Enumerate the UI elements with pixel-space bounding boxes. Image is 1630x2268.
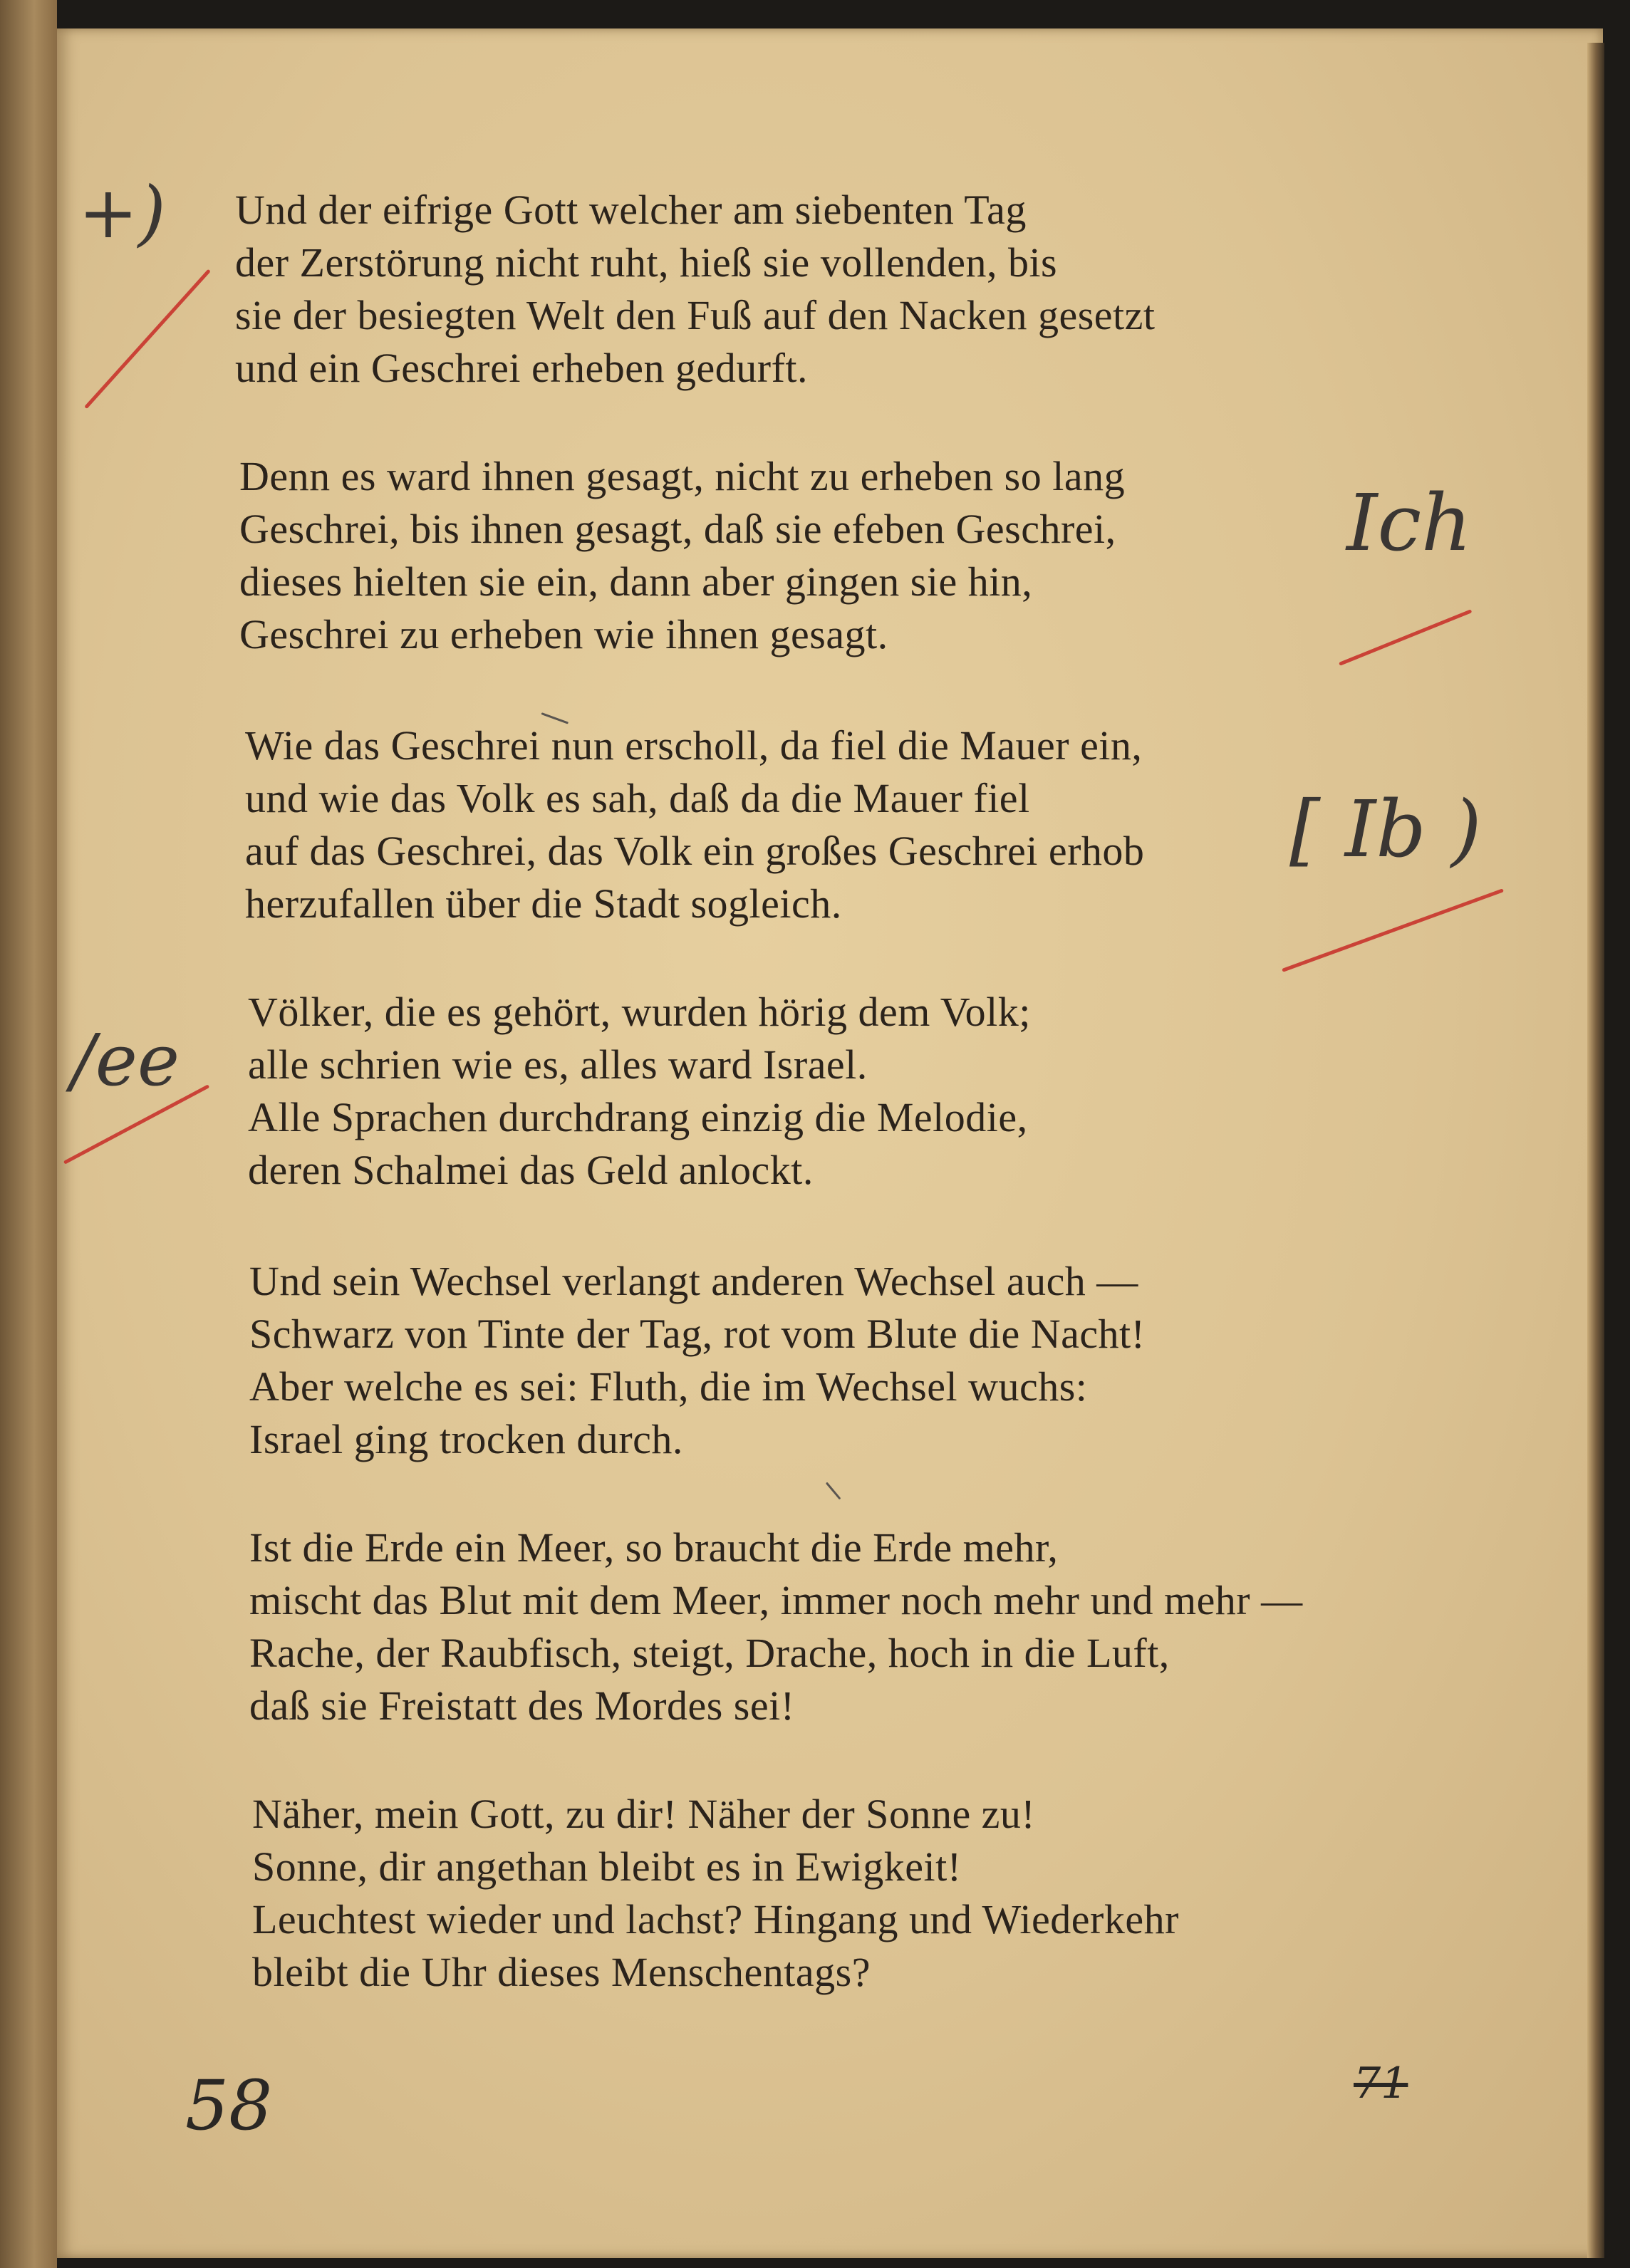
margin-annotation-plus: +) [78,171,166,254]
poem-line: Israel ging trocken durch. [249,1416,683,1462]
poem-line: Schwarz von Tinte der Tag, rot vom Blute die Nacht! [249,1311,1146,1357]
poem-line: dieses hielten sie ein, dann aber gingen sie hin, [239,558,1033,605]
poem-line: bleibt die Uhr dieses Menschentags? [252,1949,871,1995]
poem-line: auf das Geschrei, das Volk ein großes Geschrei erhob [245,828,1145,874]
poem-line: Und der eifrige Gott welcher am siebenten Tag [235,187,1027,233]
poem-line: und ein Geschrei erheben gedurft. [235,345,809,391]
poem-line: Denn es ward ihnen gesagt, nicht zu erheben so lang [239,453,1126,499]
poem-line: Rache, der Raubfisch, steigt, Drache, hoch in die Luft, [249,1630,1170,1676]
poem-line: Völker, die es gehört, wurden hörig dem Volk; [248,989,1031,1035]
printed-page-number-struck: 71 [1354,2059,1408,2108]
poem-line: sie der besiegten Welt den Fuß auf den Nacken gesetzt [235,292,1156,338]
poem-line: Geschrei zu erheben wie ihnen gesagt. [239,611,888,657]
stanza-7 [252,1788,1179,1999]
poem-line: der Zerstörung nicht ruht, hieß sie vollenden, bis [235,239,1058,286]
poem-line: Ist die Erde ein Meer, so braucht die Erde mehr, [249,1524,1059,1571]
poem-line: alle schrien wie es, alles ward Israel. [248,1041,868,1088]
poem-line: Geschrei, bis ihnen gesagt, daß sie efeben Geschrei, [239,506,1116,552]
poem-line: herzufallen über die Stadt sogleich. [245,880,842,927]
poem-line: Leuchtest wieder und lachst? Hingang und Wiederkehr [252,1896,1179,1942]
poem-line: Wie das Geschrei nun erscholl, da fiel die Mauer ein, [245,722,1143,769]
poem-line: Alle Sprachen durchdrang einzig die Melodie, [248,1094,1028,1140]
poem-line: Sonne, dir angethan bleibt es in Ewigkeit! [252,1843,962,1890]
poem-line: Näher, mein Gott, zu dir! Näher der Sonne zu! [252,1791,1036,1837]
stanza-2 [239,450,1125,661]
margin-annotation-ib: [ Ib ) [1289,784,1482,875]
stanza-4 [248,986,1031,1197]
margin-annotation-ich: Ich [1346,477,1472,568]
poem-line: daß sie Freistatt des Mordes sei! [249,1682,795,1729]
stanza-5 [249,1255,1146,1466]
handwritten-page-number: 58 [185,2066,273,2145]
poem-line: und wie das Volk es sah, daß da die Mauer fiel [245,775,1030,821]
stanza-6 [249,1521,1303,1732]
poem-line: Aber welche es sei: Fluth, die im Wechsel wuchs: [249,1363,1088,1410]
stanza-1 [235,184,1155,395]
margin-annotation-ee: /ee [71,1019,180,1102]
page-fore-edge [1587,43,1604,2258]
poem-line: mischt das Blut mit dem Meer, immer noch mehr und mehr — [249,1577,1303,1623]
poem-line: Und sein Wechsel verlangt anderen Wechsel auch — [249,1258,1138,1304]
poem-line: deren Schalmei das Geld anlockt. [248,1147,814,1193]
facing-page-edge [0,0,57,2268]
stanza-3 [245,719,1144,930]
